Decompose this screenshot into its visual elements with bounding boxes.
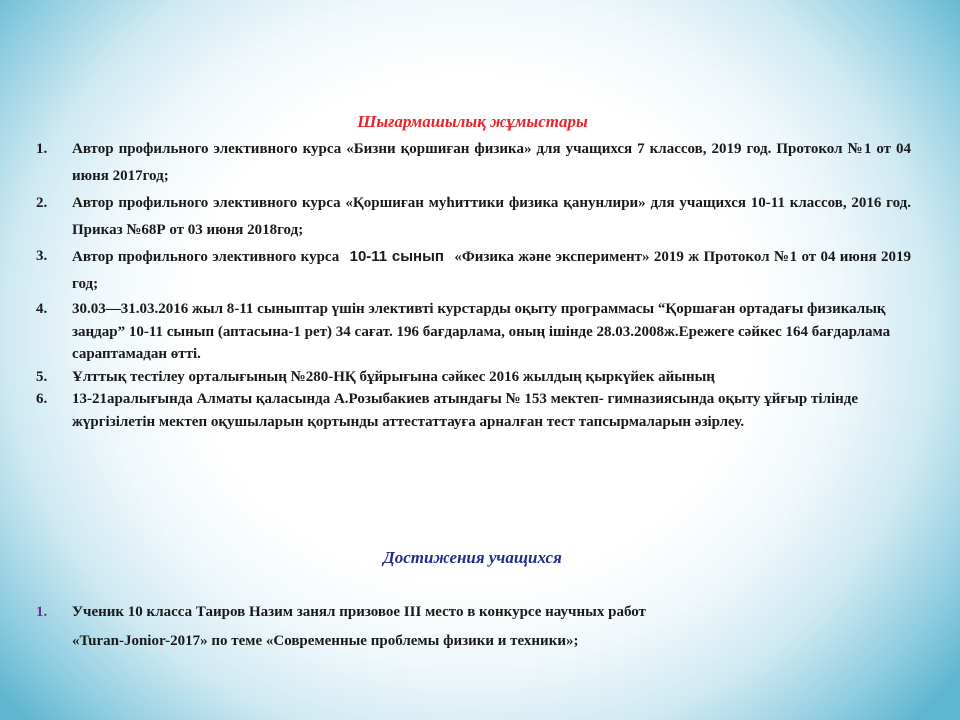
creative-works-list bbox=[36, 136, 911, 433]
list-item bbox=[36, 598, 911, 656]
list-item bbox=[36, 243, 911, 298]
section-title-student-achievements: Достижения учащихся bbox=[383, 548, 562, 567]
list-item-text-line: Ученик 10 класса Таиров Назим занял призовое III место в конкурсе научных работ bbox=[72, 604, 646, 620]
list-item-text: 30.03—31.03.2016 жыл 8-11 сыныптар үшін элективті курстарды оқыту программасы “Қоршаған ортадағы физикалық заңдар” 10-11 сынып (аптасына-1 рет) 34 сағат. 196 бағдарлама, оның ішінде 28.03.2008ж.Ережеге сәйкес 164 бағдарлама сараптамадан өтті. bbox=[72, 301, 891, 362]
student-achievements-list bbox=[36, 598, 911, 656]
list-item-highlight: 10-11 сынып bbox=[349, 248, 444, 265]
list-item-number: 1. bbox=[36, 604, 48, 620]
list-item-text: Ұлттық тестілеу орталығының №280-НҚ бұйрығына сәйкес 2016 жылдың қыркүйек айының bbox=[72, 368, 715, 385]
list-item bbox=[36, 366, 911, 389]
list-item-number: 5. bbox=[36, 368, 48, 385]
list-item-number: 2. bbox=[36, 195, 48, 211]
list-item-text: Автор профильного элективного курса «Қоршиған муһиттики физика қанунлири» для учащихся 10-11 классов, 2016 год. Приказ №68Р от 03 июня 2018год; bbox=[72, 195, 911, 238]
list-item bbox=[36, 298, 911, 366]
list-item-text: Автор профильного элективного курса bbox=[72, 249, 340, 265]
list-item-number: 3. bbox=[36, 248, 48, 264]
list-item-number: 4. bbox=[36, 301, 48, 317]
list-item-text-line: «Turan-Jonior-2017» по теме «Современные проблемы физики и техники»; bbox=[72, 633, 579, 649]
section-title-creative-works: Шығармашылық жұмыстары bbox=[357, 112, 588, 131]
list-item bbox=[36, 190, 911, 244]
list-item-number: 6. bbox=[36, 391, 48, 407]
list-item-number: 1. bbox=[36, 141, 48, 157]
list-item bbox=[36, 388, 911, 433]
list-item-text: «Физика және эксперимент» 2019 ж Протокол №1 от 04 июня 2019 год; bbox=[72, 249, 911, 292]
list-item bbox=[36, 136, 911, 190]
list-item-text: 13-21аралығында Алматы қаласында А.Розыбакиев атындағы № 153 мектеп- гимназиясында оқыту ұйғыр тілінде жүргізілетін мектеп оқушыларын қортынды аттестаттауға арналған тест тапсырмаларын әзірлеу. bbox=[72, 391, 859, 430]
list-item-text: Автор профильного элективного курса «Бизни қоршиған физика» для учащихся 7 классов, 2019 год. Протокол №1 от 04 июня 2017год; bbox=[72, 141, 911, 184]
